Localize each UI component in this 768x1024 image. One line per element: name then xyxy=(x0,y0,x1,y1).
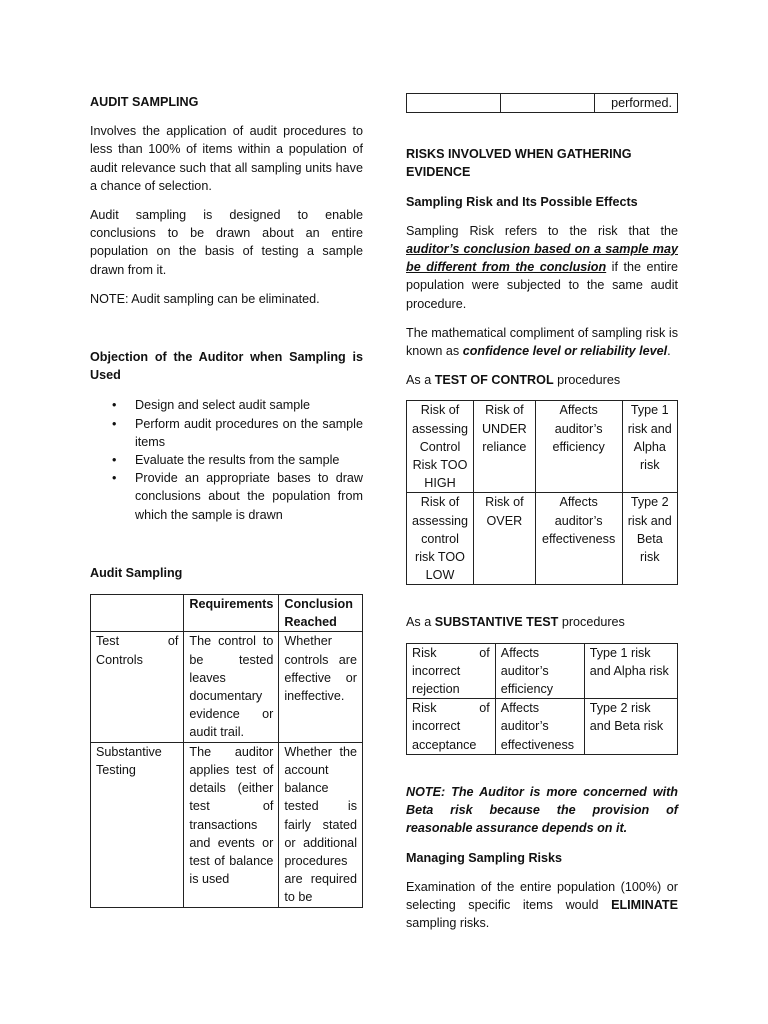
sampling-risk-paragraph xyxy=(406,222,678,313)
table-cell: Test of Controls xyxy=(91,632,184,742)
table-cell: Type 1 risk and Alpha risk xyxy=(584,643,677,699)
table-cell: Risk of OVER xyxy=(474,493,536,585)
table-row xyxy=(91,742,363,907)
objection-list xyxy=(90,396,363,523)
table-cell: The control to be tested leaves documentary evidence or audit trail. xyxy=(184,632,279,742)
audit-sampling-subheading: Audit Sampling xyxy=(90,565,183,580)
text-run: sampling risks. xyxy=(406,916,490,931)
text-run: if the entire population were subjected to the same audit procedure. xyxy=(406,260,678,311)
text-run: procedures xyxy=(553,373,621,388)
list-item: • Perform audit procedures on the sample items xyxy=(90,415,363,451)
table-cell: Type 2 risk and Beta risk xyxy=(622,493,677,585)
table-header-cell: Requirements xyxy=(184,595,279,632)
purpose-paragraph: Audit sampling is designed to enable conclusions to be drawn about an entire population on the basis of testing a sample drawn from it. xyxy=(90,208,363,277)
right-column xyxy=(406,93,678,932)
text-run: Sampling Risk refers to the risk that the xyxy=(406,223,678,238)
text-run: Examination of the entire population (100%) or selecting specific items would xyxy=(406,879,678,912)
text-run: As a xyxy=(406,615,435,630)
test-of-control-table xyxy=(406,400,678,585)
table-cell: Type 1 risk and Alpha risk xyxy=(622,401,677,493)
table-cell: Affects auditor’s effectiveness xyxy=(535,493,622,585)
table-cell: Affects auditor’s effectiveness xyxy=(495,699,584,755)
list-item: • Evaluate the results from the sample xyxy=(90,451,363,469)
table-cell: Risk of UNDER reliance xyxy=(474,401,536,493)
audit-sampling-title: AUDIT SAMPLING xyxy=(90,95,199,109)
text-run: As a xyxy=(406,373,435,388)
table-cell: Affects auditor’s efficiency xyxy=(535,401,622,493)
table-row xyxy=(407,493,678,585)
table-cell: Whether controls are effective or ineffective. xyxy=(279,632,363,742)
table-header-cell xyxy=(91,595,184,632)
table-row xyxy=(91,632,363,742)
table-cell: Risk of assessing control risk TOO LOW xyxy=(407,493,474,585)
text-run: . xyxy=(667,344,671,359)
bold-text: SUBSTANTIVE TEST xyxy=(434,615,559,630)
table-cell: performed. xyxy=(595,94,678,113)
bold-text: ELIMINATE xyxy=(611,897,678,912)
text-run: procedures xyxy=(558,615,625,630)
table-cell: The auditor applies test of details (either test of transactions and events or test of balance is used xyxy=(184,742,279,907)
table-cell: Risk of assessing Control Risk TOO HIGH xyxy=(407,401,474,493)
beta-risk-note: NOTE: The Auditor is more concerned with Beta risk because the provision of reasonable assurance depends on it. xyxy=(406,784,678,836)
table-row xyxy=(407,94,678,113)
substantive-test-table xyxy=(406,643,678,755)
managing-sampling-risks-heading: Managing Sampling Risks xyxy=(406,850,563,865)
emphasis-text: auditor’s conclusion based on a sample may be different from the conclusion xyxy=(406,242,678,275)
left-column xyxy=(90,93,363,908)
substantive-test-label xyxy=(406,613,678,631)
table-row xyxy=(407,401,678,493)
definition-paragraph: Involves the application of audit procedures to less than 100% of items within a population of audit relevance such that all sampling units have a chance of selection. xyxy=(90,124,363,193)
table-row xyxy=(407,699,678,755)
bold-text: TEST OF CONTROL xyxy=(434,373,554,388)
text-run: The mathematical compliment of sampling risk is known as xyxy=(406,325,678,359)
table-cell: Type 2 risk and Beta risk xyxy=(584,699,677,755)
eliminate-paragraph xyxy=(406,878,678,933)
table-cell: Risk of incorrect acceptance xyxy=(407,699,496,755)
table-cell xyxy=(407,94,501,113)
table-cell: Risk of incorrect rejection xyxy=(407,643,496,699)
table-cell: Substantive Testing xyxy=(91,742,184,907)
table-cell xyxy=(500,94,595,113)
emphasis-text: confidence level or reliability level xyxy=(462,344,668,359)
sampling-risk-heading: Sampling Risk and Its Possible Effects xyxy=(406,194,638,209)
list-item: • Design and select audit sample xyxy=(90,396,363,414)
risks-heading: RISKS INVOLVED WHEN GATHERING EVIDENCE xyxy=(406,147,632,180)
note-paragraph: NOTE: Audit sampling can be eliminated. xyxy=(90,291,320,306)
list-item: • Provide an appropriate bases to draw conclusions about the population from which the sample is drawn xyxy=(90,469,363,524)
test-of-control-label xyxy=(406,371,678,389)
table-cell: Whether the account balance tested is fairly stated or additional procedures are required to be xyxy=(279,742,363,907)
audit-sampling-table xyxy=(90,594,363,907)
table-cell: Affects auditor’s efficiency xyxy=(495,643,584,699)
table-row xyxy=(407,643,678,699)
continued-table xyxy=(406,93,678,113)
table-header-cell: Conclusion Reached xyxy=(279,595,363,632)
mathematical-compliment-paragraph xyxy=(406,324,678,360)
objection-heading: Objection of the Auditor when Sampling is Used xyxy=(90,350,363,383)
table-header-row xyxy=(91,595,363,632)
